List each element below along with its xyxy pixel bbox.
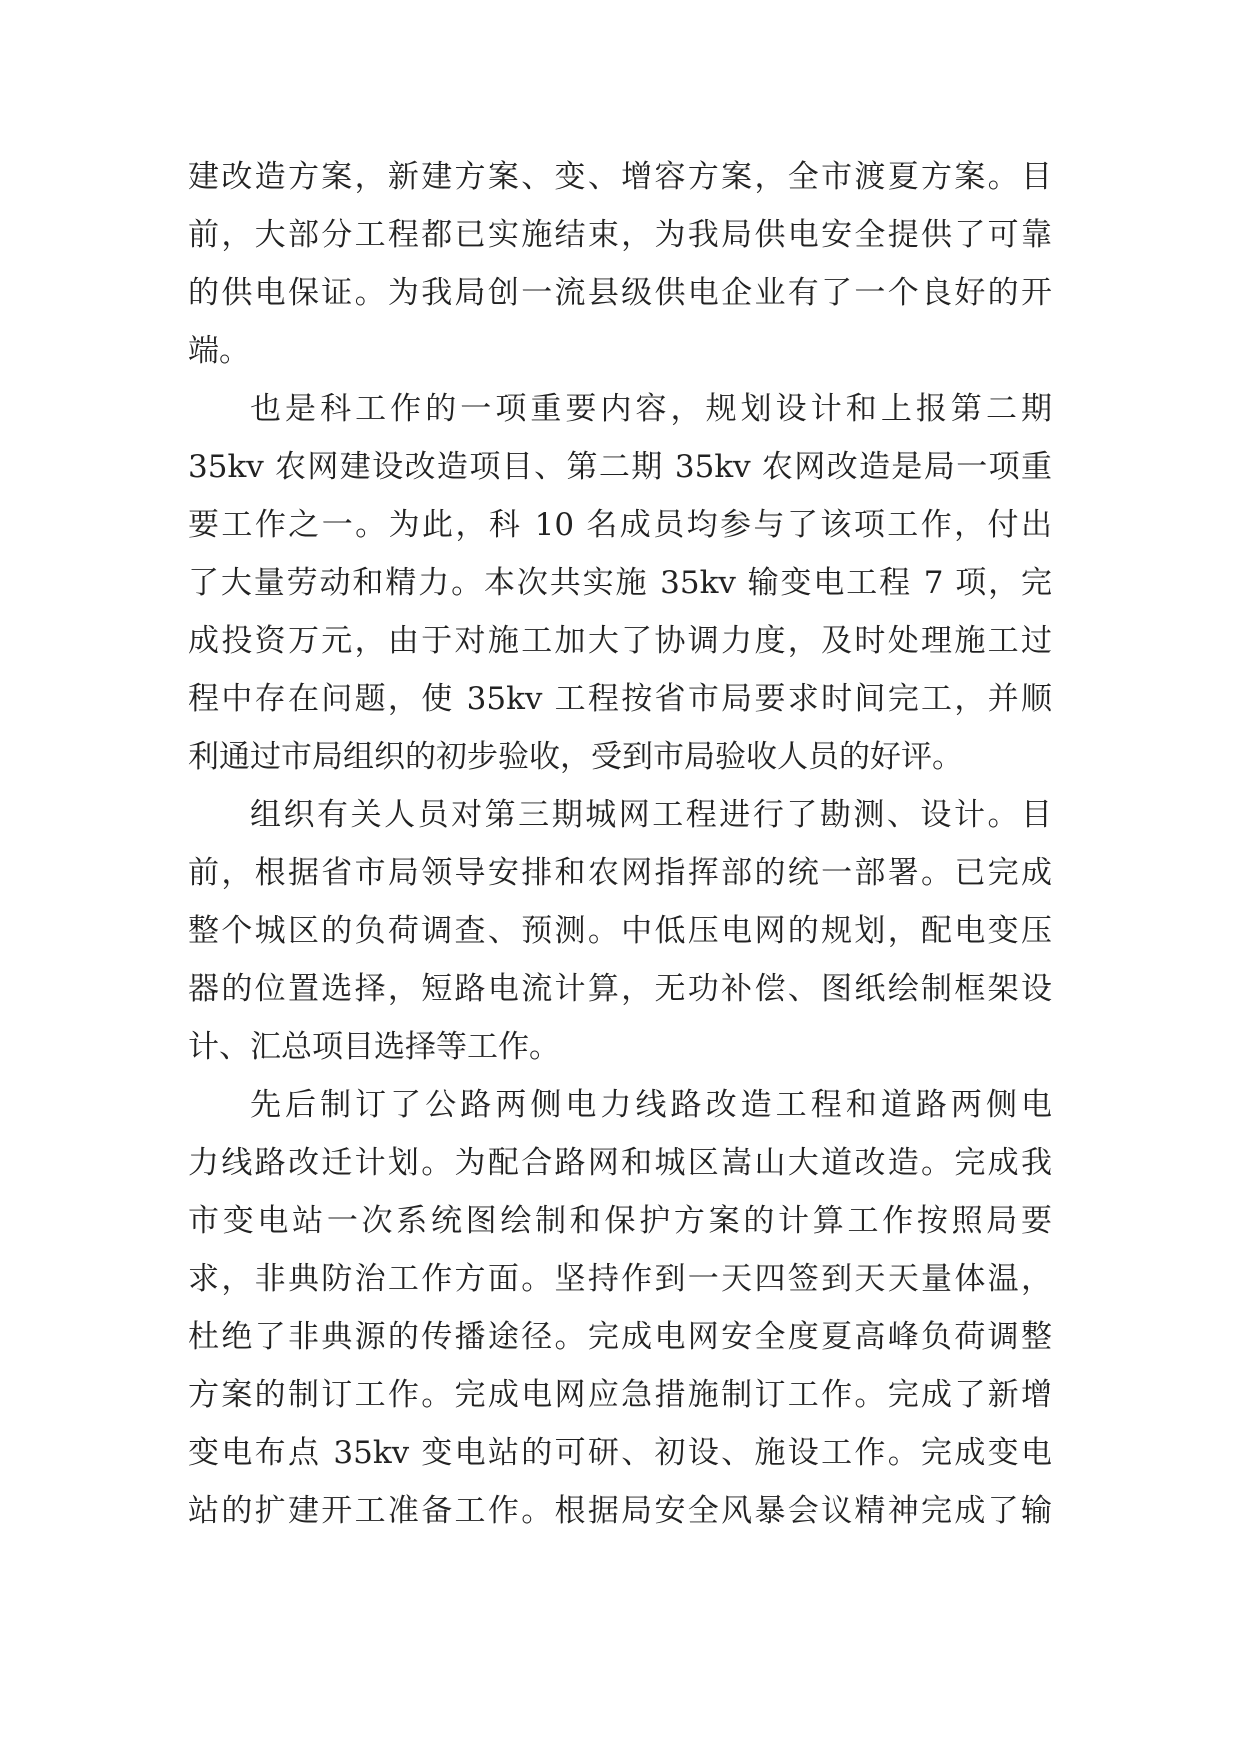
paragraph [188,786,1052,1076]
text-line: 前，根据省市局领导安排和农网指挥部的统一部署。已完成 [188,855,1052,891]
paragraph [188,1076,1052,1540]
text-line: 建改造方案，新建方案、变、增容方案，全市渡夏方案。目 [188,159,1052,195]
text-line: 杜绝了非典源的传播途径。完成电网安全度夏高峰负荷调整 [188,1319,1052,1355]
text-line: 35kv 农网建设改造项目、第二期 35kv 农网改造是局一项重 [188,449,1052,485]
text-line: 求，非典防治工作方面。坚持作到一天四签到天天量体温， [188,1261,1052,1297]
text-line: 端。 [188,333,250,369]
text-line: 市变电站一次系统图绘制和保护方案的计算工作按照局要 [188,1203,1052,1239]
document-body [188,148,1052,1540]
text-line: 方案的制订工作。完成电网应急措施制订工作。完成了新增 [188,1377,1052,1413]
text-line: 了大量劳动和精力。本次共实施 35kv 输变电工程 7 项，完 [188,565,1052,601]
paragraph [188,380,1052,786]
paragraph [188,148,1052,380]
text-line: 站的扩建开工准备工作。根据局安全风暴会议精神完成了输 [188,1493,1052,1529]
text-line: 前，大部分工程都已实施结束，为我局供电安全提供了可靠 [188,217,1052,253]
text-line: 先后制订了公路两侧电力线路改造工程和道路两侧电 [250,1087,1052,1123]
text-line: 利通过市局组织的初步验收，受到市局验收人员的好评。 [188,739,963,775]
text-line: 变电布点 35kv 变电站的可研、初设、施设工作。完成变电 [188,1435,1052,1471]
text-line: 整个城区的负荷调查、预测。中低压电网的规划，配电变压 [188,913,1052,949]
text-line: 程中存在问题，使 35kv 工程按省市局要求时间完工，并顺 [188,681,1052,717]
text-line: 要工作之一。为此，科 10 名成员均参与了该项工作，付出 [188,507,1052,543]
text-line: 计、汇总项目选择等工作。 [188,1029,560,1065]
text-line: 器的位置选择，短路电流计算，无功补偿、图纸绘制框架设 [188,971,1052,1007]
text-line: 力线路改迁计划。为配合路网和城区嵩山大道改造。完成我 [188,1145,1052,1181]
text-line: 的供电保证。为我局创一流县级供电企业有了一个良好的开 [188,275,1052,311]
text-line: 组织有关人员对第三期城网工程进行了勘测、设计。目 [250,797,1052,833]
text-line: 成投资万元，由于对施工加大了协调力度，及时处理施工过 [188,623,1052,659]
text-line: 也是科工作的一项重要内容，规划设计和上报第二期 [250,391,1052,427]
